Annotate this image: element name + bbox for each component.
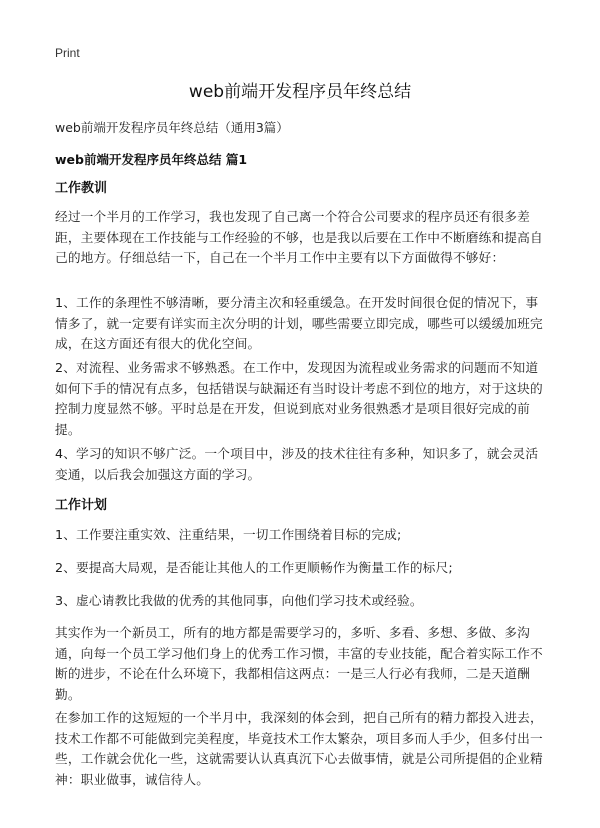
page-title: web前端开发程序员年终总结 <box>188 82 412 102</box>
paragraph-lessons-1: 1、工作的条理性不够清晰，要分清主次和轻重缓急。在开发时间很仓促的情况下，事情多了，就一定要有详实而主次分明的计划，哪些需要立即完成，哪些可以缓缓加班完成，在这方面还有很大的优化空间。 <box>55 295 543 351</box>
document-subtitle: web前端开发程序员年终总结（通用3篇） <box>55 120 289 135</box>
paragraph-plan-5: 在参加工作的这短短的一个半月中，我深刻的体会到，把自己所有的精力都投入进去，技术工作都不可能做到完美程度，毕竟技术工作太繁杂，项目多而人手少，但多付出一些，工作就会优化一些，这就需要认认真真沉下心去做事情，就是公司所提倡的企业精神：职业做事，诚信待人。 <box>55 710 543 787</box>
paragraph-plan-4: 其实作为一个新员工，所有的地方都是需要学习的，多听、多看、多想、多做、多沟通，向每一个员工学习他们身上的优秀工作习惯，丰富的专业技能，配合着实际工作不断的进步，不论在什么环境下，我都相信这两点：一是三人行必有我师，二是天道酬勤。 <box>55 625 543 702</box>
paragraph-lessons-intro: 经过一个半月的工作学习，我也发现了自己离一个符合公司要求的程序员还有很多差距，主要体现在工作技能与工作经验的不够，也是我以后要在工作中不断磨练和提高自己的地方。仔细总结一下，自己在一个半月工作中主要有以下方面做得不够好： <box>55 209 543 265</box>
paragraph-plan-3: 3、虚心请教比我做的优秀的其他同事，向他们学习技术或经验。 <box>55 593 423 608</box>
paragraph-lessons-2: 2、对流程、业务需求不够熟悉。在工作中，发现因为流程或业务需求的问题而不知道如何下手的情况有点多，包括错误与缺漏还有当时设计考虑不到位的地方，对于这块的控制力度显然不够。平时总是在开发，但说到底对业务很熟悉才是项目很好完成的前提。 <box>55 360 543 437</box>
section-heading-plan: 工作计划 <box>55 498 108 513</box>
paragraph-lessons-4: 4、学习的知识不够广泛。一个项目中，涉及的技术往往有多种，知识多了，就会灵活变通，以后我会加强这方面的学习。 <box>55 446 539 482</box>
paragraph-plan-2: 2、要提高大局观，是否能让其他人的工作更顺畅作为衡量工作的标尺; <box>55 560 453 575</box>
article-heading: web前端开发程序员年终总结 篇1 <box>55 152 248 167</box>
section-heading-lessons: 工作教训 <box>55 181 108 196</box>
paragraph-plan-1: 1、工作要注重实效、注重结果，一切工作围绕着目标的完成; <box>55 527 402 542</box>
print-link[interactable]: Print <box>55 46 80 60</box>
